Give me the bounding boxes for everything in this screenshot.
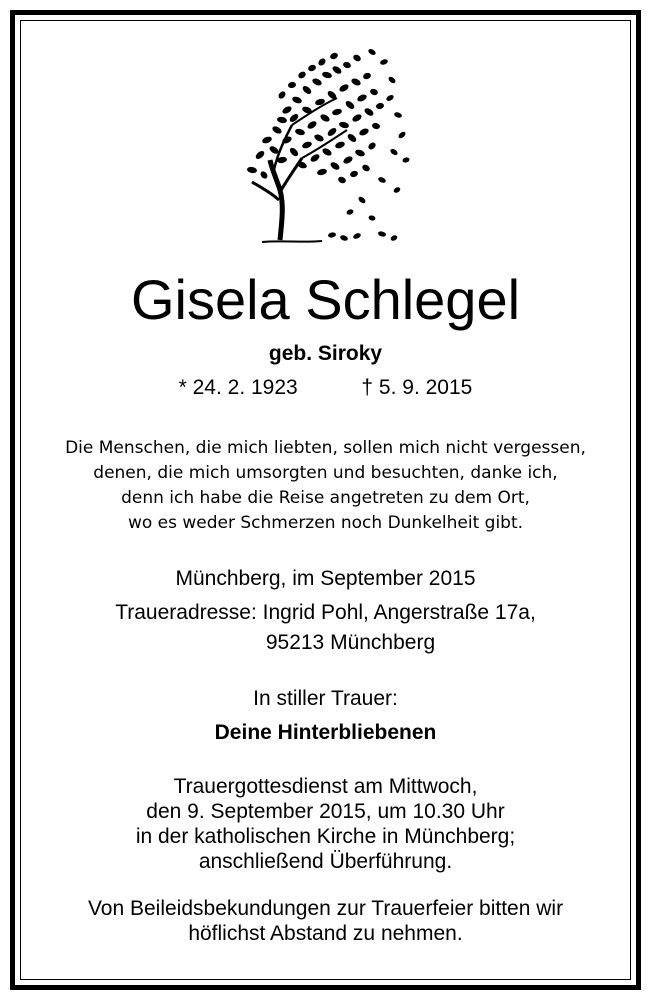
request-line: Von Beileidsbekundungen zur Trauerfeier bitten wir: [87, 897, 564, 920]
place-and-date: Münchberg, im September 2015: [175, 567, 476, 590]
service-line: Trauergottesdienst am Mittwoch,: [173, 775, 478, 798]
birth-date: * 24. 2. 1923: [178, 376, 298, 399]
poem-line: denen, die mich umsorgten und besuchten, danke ich,: [93, 463, 558, 483]
mourning-address-line1: Traueradresse: Ingrid Pohl, Angerstraße 17a,: [115, 601, 536, 624]
funeral-service: [0, 774, 651, 874]
poem-line: denn ich habe die Reise angetreten zu dem Ort,: [121, 488, 530, 508]
mourning-address-line2: 95213 Münchberg: [265, 631, 436, 654]
poem: [0, 436, 651, 536]
poem-line: wo es weder Schmerzen noch Dunkelheit gibt.: [127, 513, 524, 533]
request-line: höflichst Abstand zu nehmen.: [188, 922, 463, 945]
windblown-tree-icon: [222, 40, 422, 250]
poem-line: Die Menschen, die mich liebten, sollen mich nicht vergessen,: [65, 438, 586, 458]
service-line: in der katholischen Kirche in Münchberg;: [135, 825, 516, 848]
birth-name: geb. Siroky: [268, 342, 383, 365]
service-line: den 9. September 2015, um 10.30 Uhr: [146, 800, 505, 823]
condolence-request: [0, 896, 651, 946]
death-date: † 5. 9. 2015: [361, 376, 473, 399]
mourners-signature: Deine Hinterbliebenen: [214, 721, 437, 744]
service-line: anschließend Überführung.: [198, 850, 453, 873]
mourning-intro: In stiller Trauer:: [253, 687, 398, 710]
deceased-name: Gisela Schlegel: [130, 268, 521, 331]
life-dates: [0, 374, 651, 402]
